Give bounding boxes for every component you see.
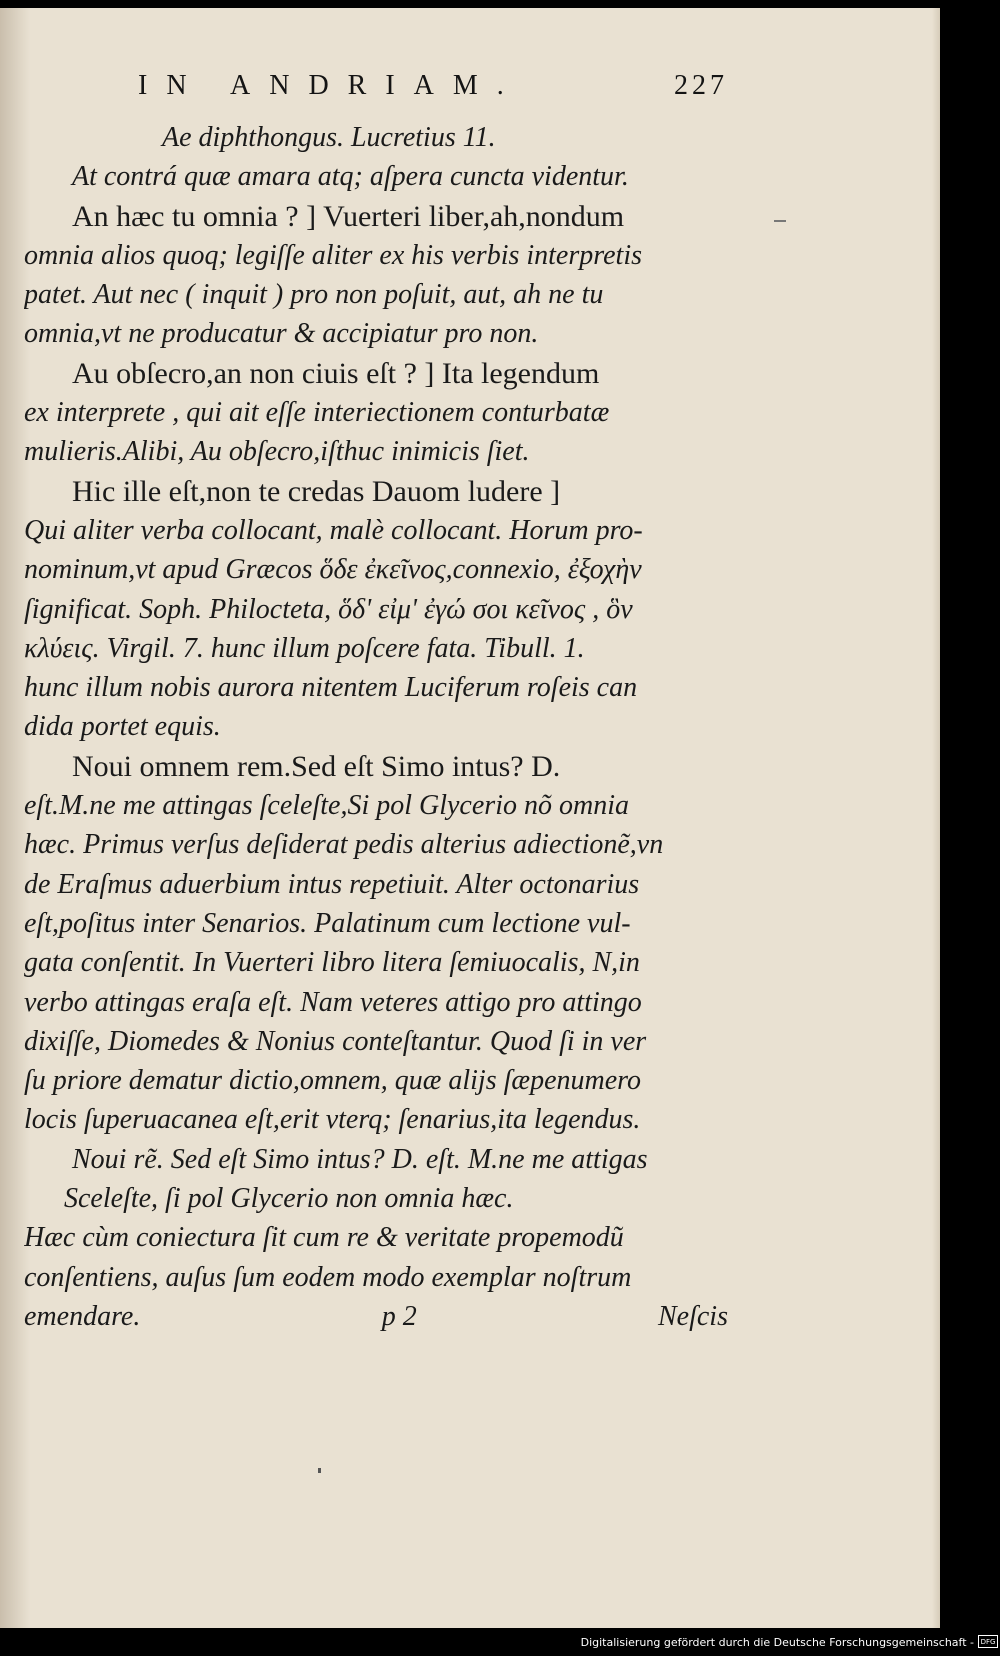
text-line: mulieris.Alibi, Au obſecro,iſthuc inimicis ſiet.: [24, 436, 530, 468]
text-line: ſu priore dematur dictio,omnem, quæ alijs ſæpenumero: [24, 1065, 641, 1097]
text-line: hunc illum nobis aurora nitentem Luciferum roſeis can: [24, 672, 638, 704]
dfg-logo-icon: DFG: [978, 1635, 998, 1648]
credit-bar: [0, 1632, 1000, 1656]
text-line: Qui aliter verba collocant, malè collocant. Horum pro-: [24, 514, 643, 546]
text-line: nominum,vt apud Græcos ὅδε ἐκεῖνος,connexio, ἐξοχὴν: [24, 554, 642, 586]
signature-mark: p 2: [381, 1300, 417, 1332]
text-line: patet. Aut nec ( inquit ) pro non poſuit, aut, ah ne tu: [24, 279, 604, 311]
text-line: dida portet equis.: [24, 711, 221, 743]
text-line: hæc. Primus verſus deſiderat pedis alterius adiectionẽ,vn: [24, 829, 664, 861]
text-line: omnia,vt ne producatur & accipiatur pro non.: [24, 318, 539, 350]
verse-line: Noui rẽ. Sed eſt Simo intus? D. eſt. M.ne me attigas: [72, 1143, 648, 1175]
text-line: ſignificat. Soph. Philocteta, ὅδ' εἰμ' ἐγώ σοι κεῖνος , ὃν: [24, 593, 633, 625]
text-line: κλύεις. Virgil. 7. hunc illum poſcere fata. Tibull. 1.: [24, 632, 585, 664]
scanned-page: [0, 8, 940, 1628]
text-line: Hæc cùm coniectura ſit cum re & veritate propemodũ: [24, 1222, 624, 1254]
lemma-line: Au obſecro,an non ciuis eſt ? ] Ita legendum: [72, 356, 600, 390]
text-line: omnia alios quoq; legiſſe aliter ex his verbis interpretis: [24, 239, 642, 271]
catchword: Neſcis: [658, 1300, 728, 1332]
digitization-credit: Digitalisierung gefördert durch die Deutsche Forschungsgemeinschaft -: [580, 1636, 974, 1649]
last-word: emendare.: [24, 1300, 141, 1332]
page-number: 227: [674, 70, 728, 101]
page-header: [138, 70, 728, 112]
running-title: IN ANDRIAM.: [138, 70, 523, 101]
text-line: ex interprete , qui ait eſſe interiectionem conturbatæ: [24, 397, 610, 429]
text-line: Ae diphthongus. Lucretius 11.: [162, 122, 496, 153]
text-line: dixiſſe, Diomedes & Nonius conteſtantur. Quod ſi in ver: [24, 1025, 647, 1057]
text-line: conſentiens, auſus ſum eodem modo exemplar noſtrum: [24, 1261, 632, 1293]
text-line: eſt,poſitus inter Senarios. Palatinum cum lectione vul-: [24, 907, 631, 939]
text-line: At contrá quæ amara atq; aſpera cuncta videntur.: [72, 161, 629, 193]
lemma-line: Noui omnem rem.Sed eſt Simo intus? D.: [72, 749, 561, 783]
verse-line: Sceleſte, ſi pol Glycerio non omnia hæc.: [64, 1183, 514, 1215]
text-line: gata conſentit. In Vuerteri libro litera ſemiuocalis, N,in: [24, 947, 640, 979]
lemma-line: An hæc tu omnia ? ] Vuerteri liber,ah,nondum: [72, 199, 625, 233]
ink-speck: [318, 1468, 321, 1473]
text-line: locis ſuperuacanea eſt,erit vterq; ſenarius,ita legendus.: [24, 1104, 641, 1136]
text-line: de Eraſmus aduerbium intus repetiuit. Alter octonarius: [24, 868, 640, 900]
margin-mark: [774, 220, 786, 222]
text-line: verbo attingas eraſa eſt. Nam veteres attigo pro attingo: [24, 986, 642, 1018]
page-edge-shadow: [932, 8, 940, 1628]
lemma-line: Hic ille eſt,non te credas Dauom ludere ]: [72, 474, 561, 508]
footer-line: [24, 1297, 728, 1336]
text-line: eſt.M.ne me attingas ſceleſte,Si pol Glycerio nõ omnia: [24, 790, 629, 822]
body-text: [24, 118, 728, 1336]
